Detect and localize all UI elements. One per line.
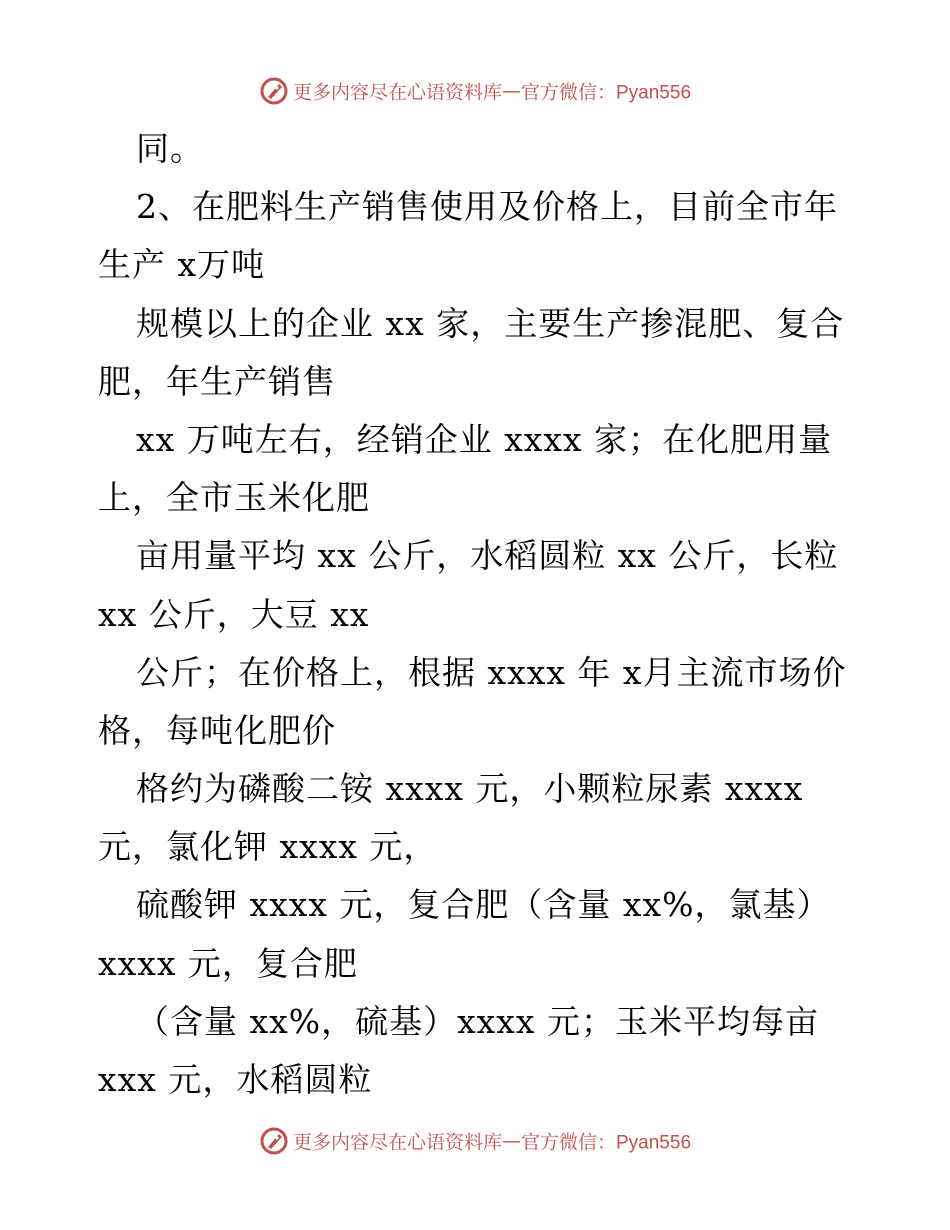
body-line: 上，全市玉米化肥: [98, 478, 370, 518]
footer-watermark: [0, 1126, 950, 1156]
watermark-wechat: 官方微信：Pyan556: [521, 1132, 692, 1154]
body-line: 肥，年生产销售: [98, 361, 336, 401]
document-body: [98, 120, 858, 1109]
body-line: 格，每吨化肥价: [98, 710, 336, 750]
body-line: 同。: [136, 129, 204, 168]
watermark-wechat: 官方微信：Pyan556: [521, 82, 692, 104]
watermark-brand: 更多内容尽在心语资料库: [292, 81, 502, 104]
watermark-brand: 更多内容尽在心语资料库: [292, 1131, 502, 1154]
body-line: （含量 xx%，硫基）xxxx 元；玉米平均每亩: [136, 1001, 820, 1041]
header-watermark: [0, 76, 950, 106]
body-line: 公斤；在价格上，根据 xxxx 年 x月主流市场价: [136, 652, 847, 692]
body-line: xxx 元，水稻圆粒: [98, 1060, 373, 1099]
watermark-separator: —: [502, 80, 521, 102]
body-line: 亩用量平均 xx 公斤，水稻圆粒 xx 公斤，长粒: [136, 536, 839, 576]
body-line: xx 公斤，大豆 xx: [98, 594, 370, 634]
pen-nib-circle-icon: [259, 76, 289, 106]
watermark-separator: —: [502, 1130, 521, 1152]
body-line: xx 万吨左右，经销企业 xxxx 家；在化肥用量: [136, 419, 833, 459]
body-line: xxxx 元，复合肥: [98, 943, 358, 983]
body-line: 元，氯化钾 xxxx 元，: [98, 827, 438, 867]
body-line: 规模以上的企业 xx 家，主要生产掺混肥、复合: [136, 303, 845, 343]
pen-nib-circle-icon: [259, 1126, 289, 1156]
body-line: 2、在肥料生产销售使用及价格上，目前全市年: [136, 187, 838, 227]
body-line: 硫酸钾 xxxx 元，复合肥（含量 xx%，氯基）: [136, 885, 831, 925]
body-line: 格约为磷酸二铵 xxxx 元，小颗粒尿素 xxxx: [136, 769, 804, 809]
body-line: 生产 x万吨: [98, 245, 266, 285]
